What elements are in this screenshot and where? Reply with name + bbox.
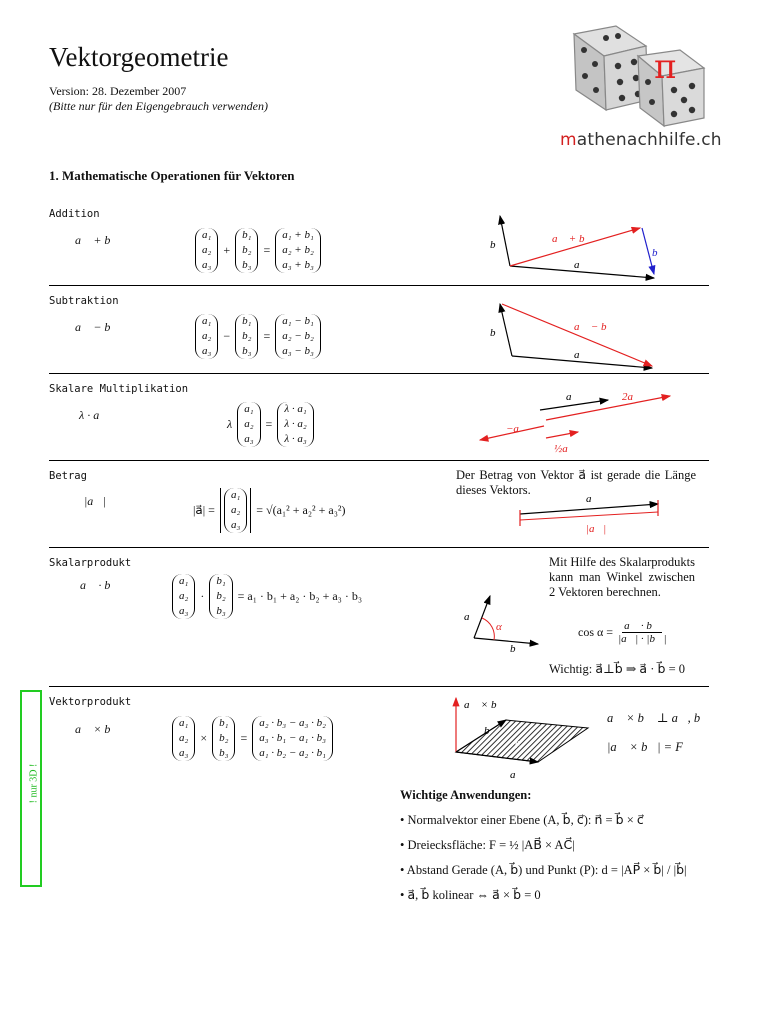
svg-text:a⃗ − b⃗: a⃗ − b⃗ — [574, 321, 616, 333]
skalarprodukt-diagram — [458, 590, 548, 652]
list-item: • Normalvektor einer Ebene (A, b⃗, c⃗): n⃗ = b⃗ × c⃗ — [400, 813, 644, 827]
addition-formula: a₁ a₂ a₃ + b₁ b₂ b₃ = a₁ + b₁ a₂ + b₂ a₃ + b₃ — [195, 228, 321, 273]
svg-text:2a⃗: 2a⃗ — [622, 391, 642, 403]
logo-wordmark: mathenachhilfe.ch — [560, 130, 722, 150]
divider — [49, 373, 709, 374]
svg-text:b⃗: b⃗ — [490, 327, 505, 339]
svg-text:−a⃗: −a⃗ — [506, 423, 528, 435]
svg-text:a⃗: a⃗ — [510, 769, 525, 781]
applications-list — [400, 783, 687, 908]
divider — [49, 285, 709, 286]
skalar-diagram — [474, 384, 684, 460]
usage-note: (Bitte nur für den Eigengebrauch verwenden) — [49, 99, 268, 113]
svg-text:a⃗: a⃗ — [586, 493, 601, 505]
vektorprodukt-title: Vektorprodukt — [49, 696, 132, 708]
list-item: • Dreiecksfläche: F = ½ |AB⃗ × AC⃗| — [400, 838, 575, 852]
divider — [49, 686, 709, 687]
skalar-label: λ · a⃗ — [79, 408, 109, 422]
svg-text:a⃗: a⃗ — [574, 259, 589, 271]
vektorprodukt-formula: a₁ a₂ a₃ × b₁ b₂ b₃ = a₂ · b₃ − a₃ · b₂ a₃ · b₁ − a₁ · b₃ a₁ · b₂ − a₂ · b₁ — [172, 716, 333, 761]
vektorprodukt-diagram — [450, 690, 600, 782]
svg-text:a⃗ + b⃗: a⃗ + b⃗ — [552, 233, 594, 245]
skalarprodukt-text: Mit Hilfe des Skalarprodukts kann man Winkel zwischen 2 Vektoren berechnen. — [549, 555, 695, 599]
applications-heading: Wichtige Anwendungen: — [400, 788, 532, 802]
subtraktion-formula: a₁ a₂ a₃ − b₁ b₂ b₃ = a₁ − b₁ a₂ − b₂ a₃ − b₃ — [195, 314, 321, 359]
svg-text:a⃗: a⃗ — [574, 349, 589, 361]
svg-text:a⃗: a⃗ — [464, 611, 479, 623]
list-item: • Abstand Gerade (A, b⃗) und Punkt (P): d = |AP⃗ × b⃗| / |b⃗| — [400, 863, 687, 877]
svg-text:b⃗: b⃗ — [484, 725, 499, 737]
skalarprodukt-title: Skalarprodukt — [49, 557, 132, 569]
skalar-title: Skalare Multiplikation — [49, 383, 189, 395]
svg-text:½a⃗: ½a⃗ — [554, 443, 577, 455]
cos-formula: cos α = $\frac{a⃗ \cdot b⃗}{|a⃗| \cdot |b⃗|}$ — [578, 620, 667, 645]
section-heading: 1. Mathematische Operationen für Vektoren — [49, 168, 295, 183]
divider — [49, 547, 709, 548]
betrag-title: Betrag — [49, 470, 87, 482]
betrag-diagram — [510, 490, 670, 540]
skalar-formula: λ a₁ a₂ a₃ = λ · a₁ λ · a₂ λ · a₃ — [222, 402, 314, 447]
version-text: Version: 28. Dezember 2007 — [49, 84, 187, 98]
svg-text:a⃗: a⃗ — [566, 391, 581, 403]
addition-label: a⃗ + b⃗ — [75, 233, 120, 247]
subtraktion-diagram — [480, 296, 670, 374]
perp-text: a⃗ × b⃗ ⊥ a⃗, b⃗ — [607, 711, 710, 725]
svg-text:b⃗: b⃗ — [510, 643, 525, 652]
betrag-formula: |a⃗| = a₁ a₂ a₃ = √(a₁² + a₂² + a₃²) — [193, 489, 346, 531]
addition-title: Addition — [49, 208, 100, 220]
list-item: • a⃗, b⃗ kolinear ⇔ a⃗ × b⃗ = 0 — [400, 888, 541, 902]
divider — [49, 460, 709, 461]
wichtig-text: Wichtig: a⃗⊥b⃗ ⇒ a⃗ · b⃗ = 0 — [549, 662, 685, 676]
svg-text:a⃗ × b⃗: a⃗ × b⃗ — [464, 699, 506, 711]
area-text: |a⃗ × b⃗| = F — [607, 740, 683, 754]
svg-text:π: π — [654, 47, 677, 87]
svg-text:b⃗: b⃗ — [490, 239, 505, 251]
svg-text:α: α — [496, 621, 502, 633]
svg-text:F: F — [514, 739, 521, 751]
svg-text:|a⃗|: |a⃗| — [586, 523, 607, 535]
page-title: Vektorgeometrie — [49, 42, 229, 72]
addition-diagram — [480, 210, 670, 285]
skalarprodukt-formula: a₁ a₂ a₃ · b₁ b₂ b₃ = a₁ · b₁ + a₂ · b₂ + a₃ · b₃ — [172, 574, 367, 619]
skalarprodukt-label: a⃗ · b⃗ — [80, 578, 120, 592]
betrag-text: Der Betrag von Vektor a⃗ ist gerade die Länge dieses Vektors. — [456, 468, 696, 497]
subtraktion-label: a⃗ − b⃗ — [75, 320, 120, 334]
dice-logo — [568, 20, 708, 132]
betrag-label: |a⃗| — [84, 494, 106, 508]
svg-text:b⃗: b⃗ — [652, 247, 667, 259]
subtraktion-title: Subtraktion — [49, 295, 119, 307]
vektorprodukt-label: a⃗ × b⃗ — [75, 722, 120, 736]
only-3d-box: ! nur 3D ! — [20, 690, 42, 887]
